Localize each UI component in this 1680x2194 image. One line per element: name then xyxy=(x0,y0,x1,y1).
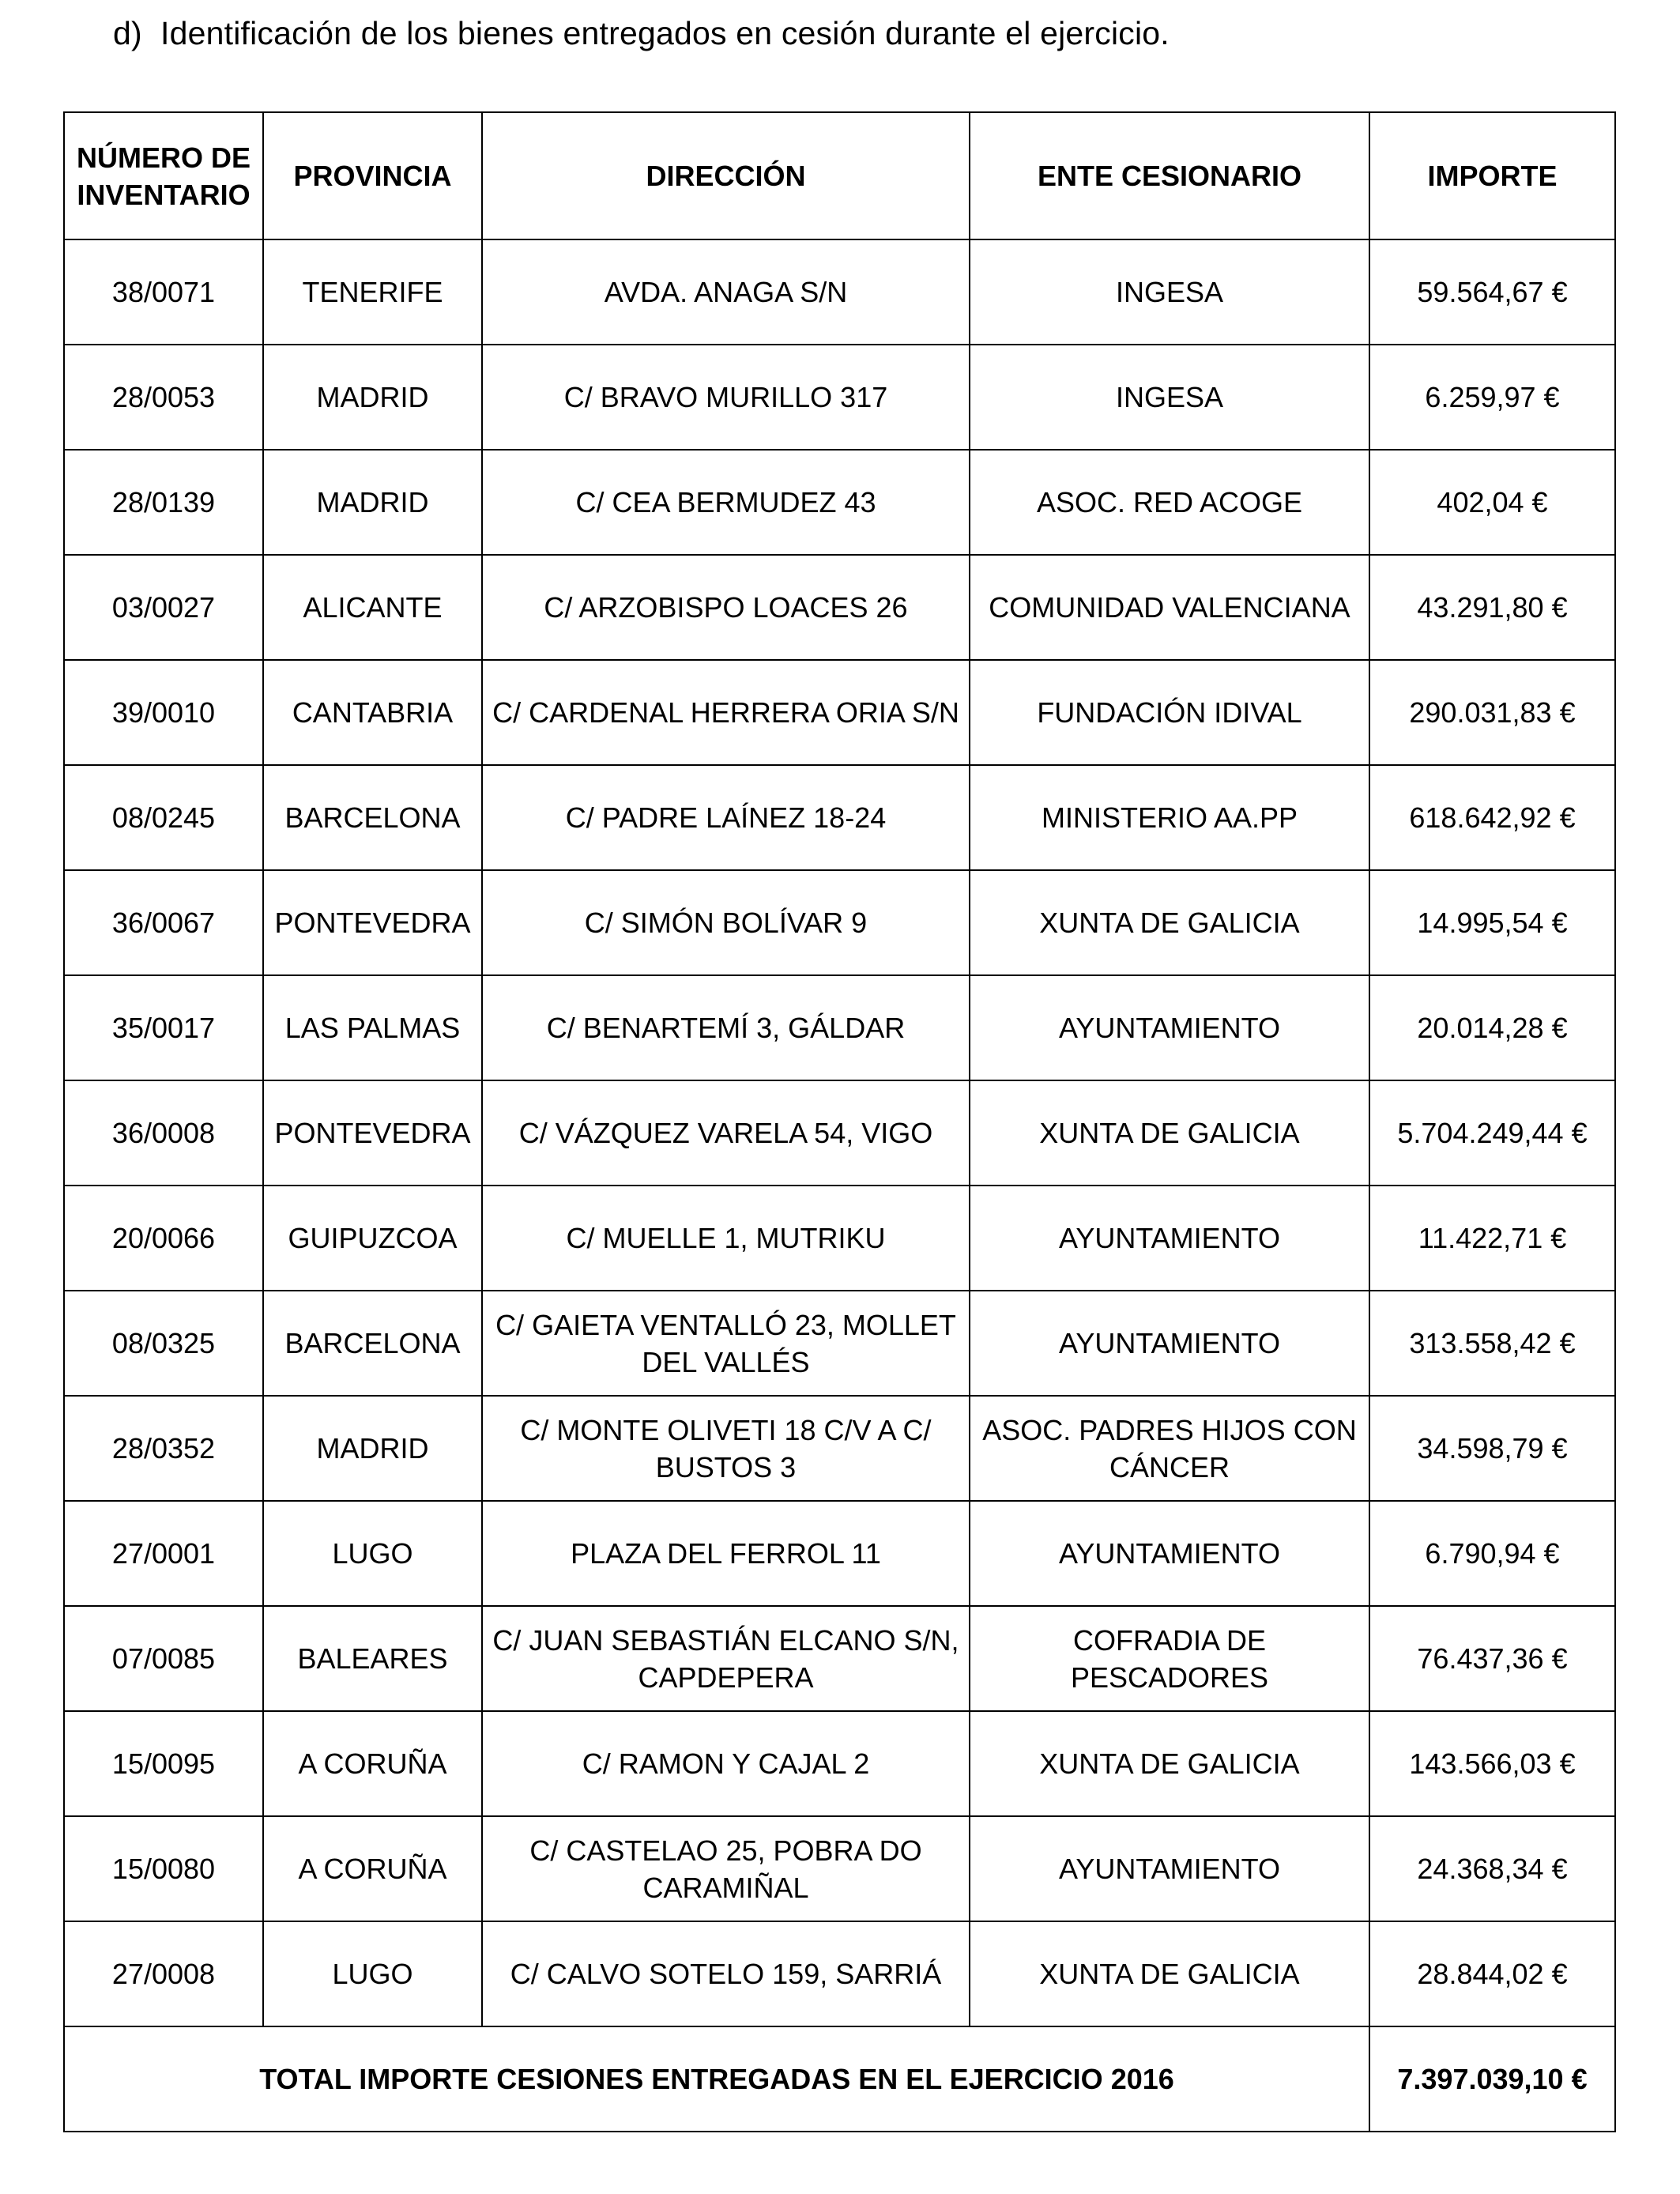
cell-inventario: 20/0066 xyxy=(64,1186,263,1291)
table-row xyxy=(64,765,1615,870)
cell-ente-cesionario: AYUNTAMIENTO xyxy=(970,975,1369,1080)
table-row xyxy=(64,1080,1615,1186)
table-row xyxy=(64,345,1615,450)
cell-ente-cesionario: INGESA xyxy=(970,239,1369,345)
cell-direccion: C/ BENARTEMÍ 3, GÁLDAR xyxy=(482,975,970,1080)
cell-direccion: C/ JUAN SEBASTIÁN ELCANO S/N, CAPDEPERA xyxy=(482,1606,970,1711)
cell-provincia: BARCELONA xyxy=(263,1291,482,1396)
cell-ente-cesionario: INGESA xyxy=(970,345,1369,450)
table-row xyxy=(64,870,1615,975)
cell-ente-cesionario: AYUNTAMIENTO xyxy=(970,1816,1369,1921)
table-row xyxy=(64,555,1615,660)
cell-ente-cesionario: AYUNTAMIENTO xyxy=(970,1501,1369,1606)
cell-inventario: 07/0085 xyxy=(64,1606,263,1711)
column-header-inventario: NÚMERO DE INVENTARIO xyxy=(64,112,263,239)
table-row xyxy=(64,1291,1615,1396)
cell-direccion: AVDA. ANAGA S/N xyxy=(482,239,970,345)
cell-provincia: BALEARES xyxy=(263,1606,482,1711)
cell-ente-cesionario: MINISTERIO AA.PP xyxy=(970,765,1369,870)
cell-ente-cesionario: AYUNTAMIENTO xyxy=(970,1186,1369,1291)
cell-importe: 143.566,03 € xyxy=(1369,1711,1615,1816)
cell-provincia: BARCELONA xyxy=(263,765,482,870)
cell-provincia: PONTEVEDRA xyxy=(263,870,482,975)
table-row xyxy=(64,1396,1615,1501)
cell-inventario: 36/0067 xyxy=(64,870,263,975)
cell-inventario: 28/0139 xyxy=(64,450,263,555)
cell-importe: 6.259,97 € xyxy=(1369,345,1615,450)
cell-importe: 11.422,71 € xyxy=(1369,1186,1615,1291)
cell-direccion: C/ CASTELAO 25, POBRA DO CARAMIÑAL xyxy=(482,1816,970,1921)
cell-provincia: MADRID xyxy=(263,1396,482,1501)
table-row xyxy=(64,1816,1615,1921)
cell-ente-cesionario: XUNTA DE GALICIA xyxy=(970,1080,1369,1186)
cell-importe: 20.014,28 € xyxy=(1369,975,1615,1080)
cell-inventario: 15/0080 xyxy=(64,1816,263,1921)
cell-importe: 6.790,94 € xyxy=(1369,1501,1615,1606)
total-value: 7.397.039,10 € xyxy=(1369,2026,1615,2132)
cell-provincia: MADRID xyxy=(263,450,482,555)
cell-provincia: A CORUÑA xyxy=(263,1816,482,1921)
table-row xyxy=(64,1921,1615,2026)
column-header-importe: IMPORTE xyxy=(1369,112,1615,239)
cell-direccion: C/ CALVO SOTELO 159, SARRIÁ xyxy=(482,1921,970,2026)
cell-inventario: 08/0245 xyxy=(64,765,263,870)
cell-inventario: 28/0053 xyxy=(64,345,263,450)
cell-direccion: C/ MONTE OLIVETI 18 C/V A C/ BUSTOS 3 xyxy=(482,1396,970,1501)
table-row xyxy=(64,450,1615,555)
cell-importe: 618.642,92 € xyxy=(1369,765,1615,870)
cell-ente-cesionario: FUNDACIÓN IDIVAL xyxy=(970,660,1369,765)
cell-direccion: PLAZA DEL FERROL 11 xyxy=(482,1501,970,1606)
cell-importe: 28.844,02 € xyxy=(1369,1921,1615,2026)
cell-provincia: A CORUÑA xyxy=(263,1711,482,1816)
column-header-provincia: PROVINCIA xyxy=(263,112,482,239)
cell-importe: 59.564,67 € xyxy=(1369,239,1615,345)
cell-provincia: LUGO xyxy=(263,1921,482,2026)
cell-ente-cesionario: XUNTA DE GALICIA xyxy=(970,870,1369,975)
cell-inventario: 28/0352 xyxy=(64,1396,263,1501)
column-header-ente-cesionario: ENTE CESIONARIO xyxy=(970,112,1369,239)
cell-provincia: CANTABRIA xyxy=(263,660,482,765)
cell-direccion: C/ VÁZQUEZ VARELA 54, VIGO xyxy=(482,1080,970,1186)
cell-importe: 313.558,42 € xyxy=(1369,1291,1615,1396)
cell-importe: 43.291,80 € xyxy=(1369,555,1615,660)
table-header-row xyxy=(64,112,1615,239)
cell-inventario: 08/0325 xyxy=(64,1291,263,1396)
cell-provincia: TENERIFE xyxy=(263,239,482,345)
cell-inventario: 27/0008 xyxy=(64,1921,263,2026)
cell-importe: 24.368,34 € xyxy=(1369,1816,1615,1921)
cell-inventario: 38/0071 xyxy=(64,239,263,345)
table-row xyxy=(64,239,1615,345)
cell-direccion: C/ RAMON Y CAJAL 2 xyxy=(482,1711,970,1816)
cell-direccion: C/ GAIETA VENTALLÓ 23, MOLLET DEL VALLÉS xyxy=(482,1291,970,1396)
table-row xyxy=(64,660,1615,765)
cell-importe: 14.995,54 € xyxy=(1369,870,1615,975)
cell-ente-cesionario: XUNTA DE GALICIA xyxy=(970,1921,1369,2026)
table-row xyxy=(64,1501,1615,1606)
cell-inventario: 35/0017 xyxy=(64,975,263,1080)
table-row xyxy=(64,1186,1615,1291)
table-body xyxy=(64,239,1615,2026)
table-row xyxy=(64,1606,1615,1711)
cell-provincia: LAS PALMAS xyxy=(263,975,482,1080)
cell-inventario: 27/0001 xyxy=(64,1501,263,1606)
cell-ente-cesionario: AYUNTAMIENTO xyxy=(970,1291,1369,1396)
cell-importe: 290.031,83 € xyxy=(1369,660,1615,765)
cell-direccion: C/ BRAVO MURILLO 317 xyxy=(482,345,970,450)
cell-provincia: ALICANTE xyxy=(263,555,482,660)
cell-inventario: 36/0008 xyxy=(64,1080,263,1186)
cell-provincia: LUGO xyxy=(263,1501,482,1606)
section-heading xyxy=(113,11,1170,55)
cell-importe: 34.598,79 € xyxy=(1369,1396,1615,1501)
cell-direccion: C/ MUELLE 1, MUTRIKU xyxy=(482,1186,970,1291)
cell-direccion: C/ CARDENAL HERRERA ORIA S/N xyxy=(482,660,970,765)
cell-inventario: 15/0095 xyxy=(64,1711,263,1816)
cell-importe: 76.437,36 € xyxy=(1369,1606,1615,1711)
table-row xyxy=(64,1711,1615,1816)
cell-direccion: C/ SIMÓN BOLÍVAR 9 xyxy=(482,870,970,975)
cell-direccion: C/ CEA BERMUDEZ 43 xyxy=(482,450,970,555)
cell-importe: 5.704.249,44 € xyxy=(1369,1080,1615,1186)
total-label: TOTAL IMPORTE CESIONES ENTREGADAS EN EL EJERCICIO 2016 xyxy=(64,2026,1369,2132)
cell-provincia: MADRID xyxy=(263,345,482,450)
total-row xyxy=(64,2026,1615,2132)
cell-direccion: C/ ARZOBISPO LOACES 26 xyxy=(482,555,970,660)
cell-provincia: PONTEVEDRA xyxy=(263,1080,482,1186)
table-row xyxy=(64,975,1615,1080)
column-header-direccion: DIRECCIÓN xyxy=(482,112,970,239)
section-title: Identificación de los bienes entregados en cesión durante el ejercicio. xyxy=(160,15,1170,51)
cell-ente-cesionario: COMUNIDAD VALENCIANA xyxy=(970,555,1369,660)
cell-ente-cesionario: ASOC. PADRES HIJOS CON CÁNCER xyxy=(970,1396,1369,1501)
cell-inventario: 03/0027 xyxy=(64,555,263,660)
cell-ente-cesionario: ASOC. RED ACOGE xyxy=(970,450,1369,555)
cell-inventario: 39/0010 xyxy=(64,660,263,765)
cell-direccion: C/ PADRE LAÍNEZ 18-24 xyxy=(482,765,970,870)
section-marker: d) xyxy=(113,15,142,51)
cell-ente-cesionario: XUNTA DE GALICIA xyxy=(970,1711,1369,1816)
cell-ente-cesionario: COFRADIA DE PESCADORES xyxy=(970,1606,1369,1711)
cell-importe: 402,04 € xyxy=(1369,450,1615,555)
cell-provincia: GUIPUZCOA xyxy=(263,1186,482,1291)
cesiones-table xyxy=(63,111,1616,2132)
